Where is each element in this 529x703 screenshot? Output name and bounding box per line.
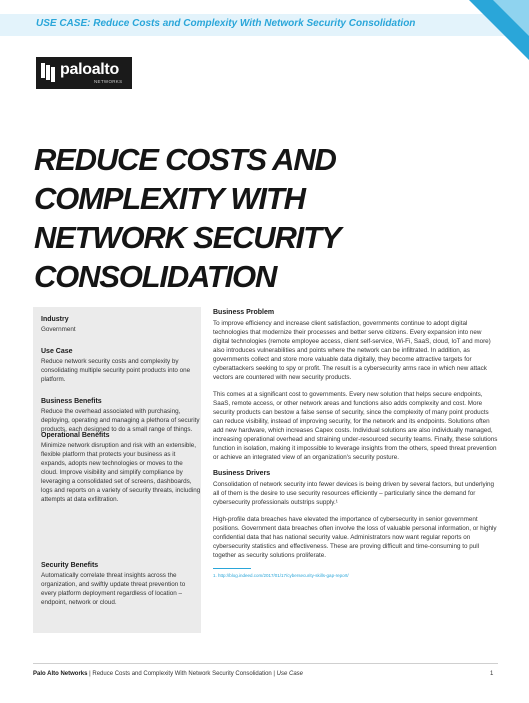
logo-name: paloalto [60,61,119,78]
business-drivers-paragraph-2: High-profile data breaches have elevated the importance of cybersecurity in senior government positions. Government data breaches often involve the loss of valuable personal information, or highly confidential data that has national security value. Administrators now want regular reports on cybersecurity statistics and effectiveness. These are proving difficult and time-consuming to pull together as security solutions proliferate. [213,516,497,559]
sidebar-text: Reduce the overhead associated with purchasing, deploying, operating and managing a plethora of security products, each designed to do a small range of things. [41,408,200,433]
footer-doc-type: Use Case [276,671,304,677]
sidebar-text: Automatically correlate threat insights across the organization, and swiftly update threat prevention to every platform deployment regardless of location – endpoint, network or cloud. [41,572,186,606]
sidebar-section-business-benefits [41,398,201,434]
logo-mark-icon [41,63,56,82]
corner-accent-light [493,0,529,36]
footer-company: Palo Alto Networks [33,671,88,677]
business-problem-paragraph-1: To improve efficiency and increase client satisfaction, governments continue to adopt digital technologies that modernize their processes and better serve citizens. Every expansion into new digital technologies (remote employee access, client self-service, Wi-Fi, SaaS, cloud, IoT and more) also introduces vulnerabilities and points where the network can be infiltrated. In addition, as governments collect and store more valuable data digitally, they become attractive targets for cyberattackers seeking to spy or profit. The result is a cybersecurity arms race in which new attack vectors are countered with new security products. [213,320,491,381]
page-title: REDUCE COSTS AND COMPLEXITY WITH NETWORK SECURITY CONSOLIDATION [34,142,340,294]
sidebar-heading: Business Benefits [41,398,102,405]
business-problem-heading: Business Problem [213,309,275,316]
sidebar-section-operational-benefits [41,432,201,504]
footer [33,671,303,677]
sidebar-heading: Operational Benefits [41,432,110,439]
sidebar-text: Government [41,326,76,333]
logo-subtitle: NETWORKS [94,79,123,84]
sidebar [33,307,201,633]
sidebar-text: Reduce network security costs and complexity by consolidating multiple security point products into one platform. [41,358,191,383]
sidebar-section-industry [41,316,201,334]
business-drivers-paragraph-1: Consolidation of network security into fewer devices is being driven by several factors, but underlying all of them is the desire to use security resources efficiently – particularly since the demand for cybersecurity professionals outstrips supply.¹ [213,481,495,506]
page-number: 1 [490,671,494,677]
footnote-divider [213,568,251,569]
sidebar-heading: Security Benefits [41,562,99,569]
header-banner [0,14,529,36]
sidebar-section-security-benefits [41,562,201,607]
business-problem-paragraph-2: This comes at a significant cost to governments. Every new solution that helps secure endpoints, SaaS, remote access, or other network areas and functions also adds complexity and cost. More security products can bestow a false sense of security, since the complexity of many point products can reduce visibility, instead of improving security, for the network and its endpoints. Solutions often add new hardware, which increases Capex costs. Individual solutions are also individually managed, increasing operational overhead and straining under-resourced security teams. Finally, these solutions function in isolation, making it impossible to leverage insights from the others, speed threat prevention or achieve an integrated view of an organization's security posture. [213,391,498,461]
footnote-link[interactable]: 1. http://blog.indeed.com/2017/01/17/cybersecurity-skills-gap-report/ [213,573,349,578]
sidebar-heading: Use Case [41,348,73,355]
sidebar-text: Minimize network disruption and risk with an extensible, flexible platform that protects your business as it expands, adopts new technologies or moves to the cloud. Improve visibility and simplify compliance by leveraging a consolidated set of screens, dashboards, logs and reports on a variety of security threats, including attempts at data exfiltration. [41,442,201,503]
sidebar-heading: Industry [41,316,69,323]
company-logo [36,57,132,89]
main-content [213,309,498,578]
sidebar-section-use-case [41,348,201,384]
business-drivers-heading: Business Drivers [213,470,271,477]
footer-doc-title: | Reduce Costs and Complexity With Network Security Consolidation | [87,671,277,677]
footer-divider [33,663,498,664]
banner-text: USE CASE: Reduce Costs and Complexity With Network Security Consolidation [36,18,416,29]
